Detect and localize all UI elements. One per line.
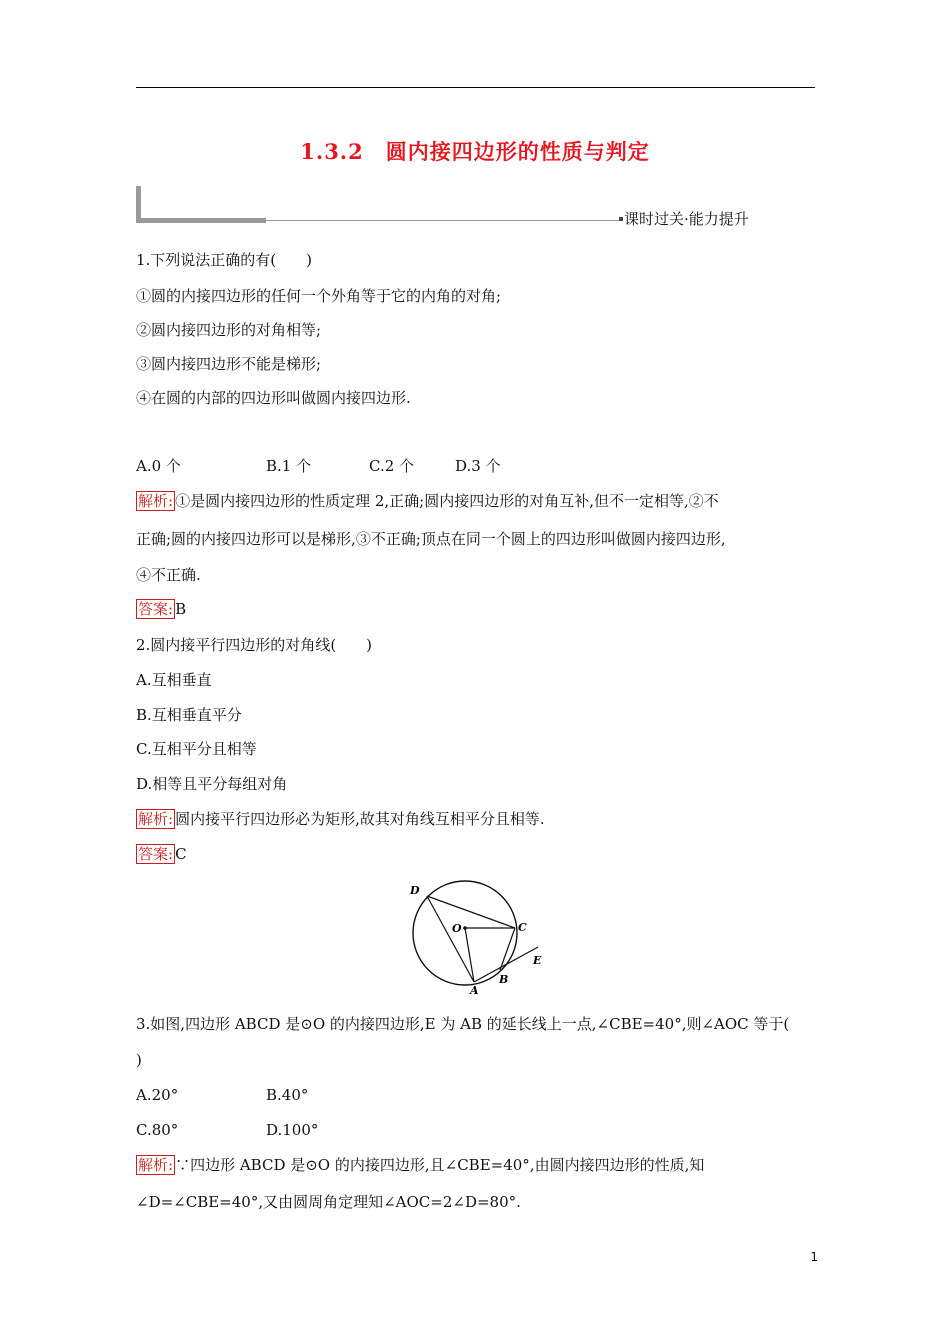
q3-option-b: B.40° (266, 1086, 309, 1104)
banner-bracket-horizontal (136, 218, 266, 223)
q1-item: ③圆内接四边形不能是梯形; (136, 355, 322, 373)
q3-option-c: C.80° (136, 1121, 179, 1139)
q2-analysis: 解析: 圆内接平行四边形必为矩形,故其对角线互相平分且相等. (138, 810, 545, 828)
header-rule (136, 87, 815, 88)
q2-option-b: B.互相垂直平分 (136, 706, 242, 724)
analysis-tag: 解析: (138, 492, 174, 510)
analysis-tag: 解析: (138, 810, 174, 828)
q1-item: ①圆的内接四边形的任何一个外角等于它的内角的对角; (136, 287, 502, 305)
segment-dc (427, 896, 515, 928)
q2-option-a: A.互相垂直 (136, 671, 212, 689)
q3-analysis-line: ∠D=∠CBE=40°,又由圆周角定理知∠AOC=2∠D=80°. (136, 1193, 521, 1211)
q1-option-a: A.0 个 (136, 457, 181, 475)
q3-analysis-line: 解析: ∵四边形 ABCD 是⊙O 的内接四边形,且∠CBE=40°,由圆内接四边形的性质,知 (138, 1156, 705, 1174)
page-title (0, 136, 950, 166)
q3-options-row1 (136, 1085, 308, 1105)
circle-figure (400, 876, 550, 996)
page-number: 1 (810, 1250, 818, 1264)
analysis-tag: 解析: (138, 1156, 174, 1174)
q2-option-c: C.互相平分且相等 (136, 740, 257, 758)
center-dot (463, 926, 467, 930)
q2-stem: 2.圆内接平行四边形的对角线( ) (136, 636, 373, 654)
q3-stem: 3.如图,四边形 ABCD 是⊙O 的内接四边形,E 为 AB 的延长线上一点,∠CBE=40°,则∠AOC 等于( (136, 1015, 790, 1033)
section-banner (136, 186, 749, 228)
label-o: O (452, 922, 462, 935)
label-a: A (470, 984, 479, 996)
q3-option-d: D.100° (266, 1121, 319, 1139)
label-d: D (410, 884, 420, 897)
q1-stem: 1.下列说法正确的有( ) (136, 251, 313, 269)
q1-option-b: B.1 个 (266, 457, 312, 475)
answer-tag: 答案: (138, 600, 174, 618)
q2-answer: 答案: C (138, 845, 187, 863)
section-title: 圆内接四边形的性质与判定 (385, 139, 650, 164)
answer-tag: 答案: (138, 845, 174, 863)
label-b: B (499, 973, 509, 986)
q1-option-c: C.2 个 (369, 457, 415, 475)
banner-label: 课时过关·能力提升 (624, 210, 749, 228)
q1-option-d: D.3 个 (455, 457, 501, 475)
q1-answer: 答案: B (138, 600, 187, 618)
label-c: C (518, 921, 527, 934)
q1-item: ②圆内接四边形的对角相等; (136, 321, 322, 339)
q1-options (136, 456, 501, 476)
section-number: 1.3.2 (300, 139, 364, 164)
banner-square-icon (619, 217, 623, 221)
q1-item: ④在圆的内部的四边形叫做圆内接四边形. (136, 389, 411, 407)
q1-analysis-line: 正确;圆的内接四边形可以是梯形,③不正确;顶点在同一个圆上的四边形叫做圆内接四边形, (136, 530, 726, 548)
q1-analysis-line: ④不正确. (136, 566, 201, 584)
q1-analysis-line: 解析: ①是圆内接四边形的性质定理 2,正确;圆内接四边形的对角互补,但不一定相等,②不 (138, 492, 719, 510)
q2-option-d: D.相等且平分每组对角 (136, 775, 288, 793)
q3-stem-cont: ) (136, 1051, 142, 1069)
q3-options-row2 (136, 1120, 318, 1140)
banner-rule (266, 220, 619, 221)
label-e: E (533, 954, 542, 967)
q3-option-a: A.20° (136, 1086, 179, 1104)
